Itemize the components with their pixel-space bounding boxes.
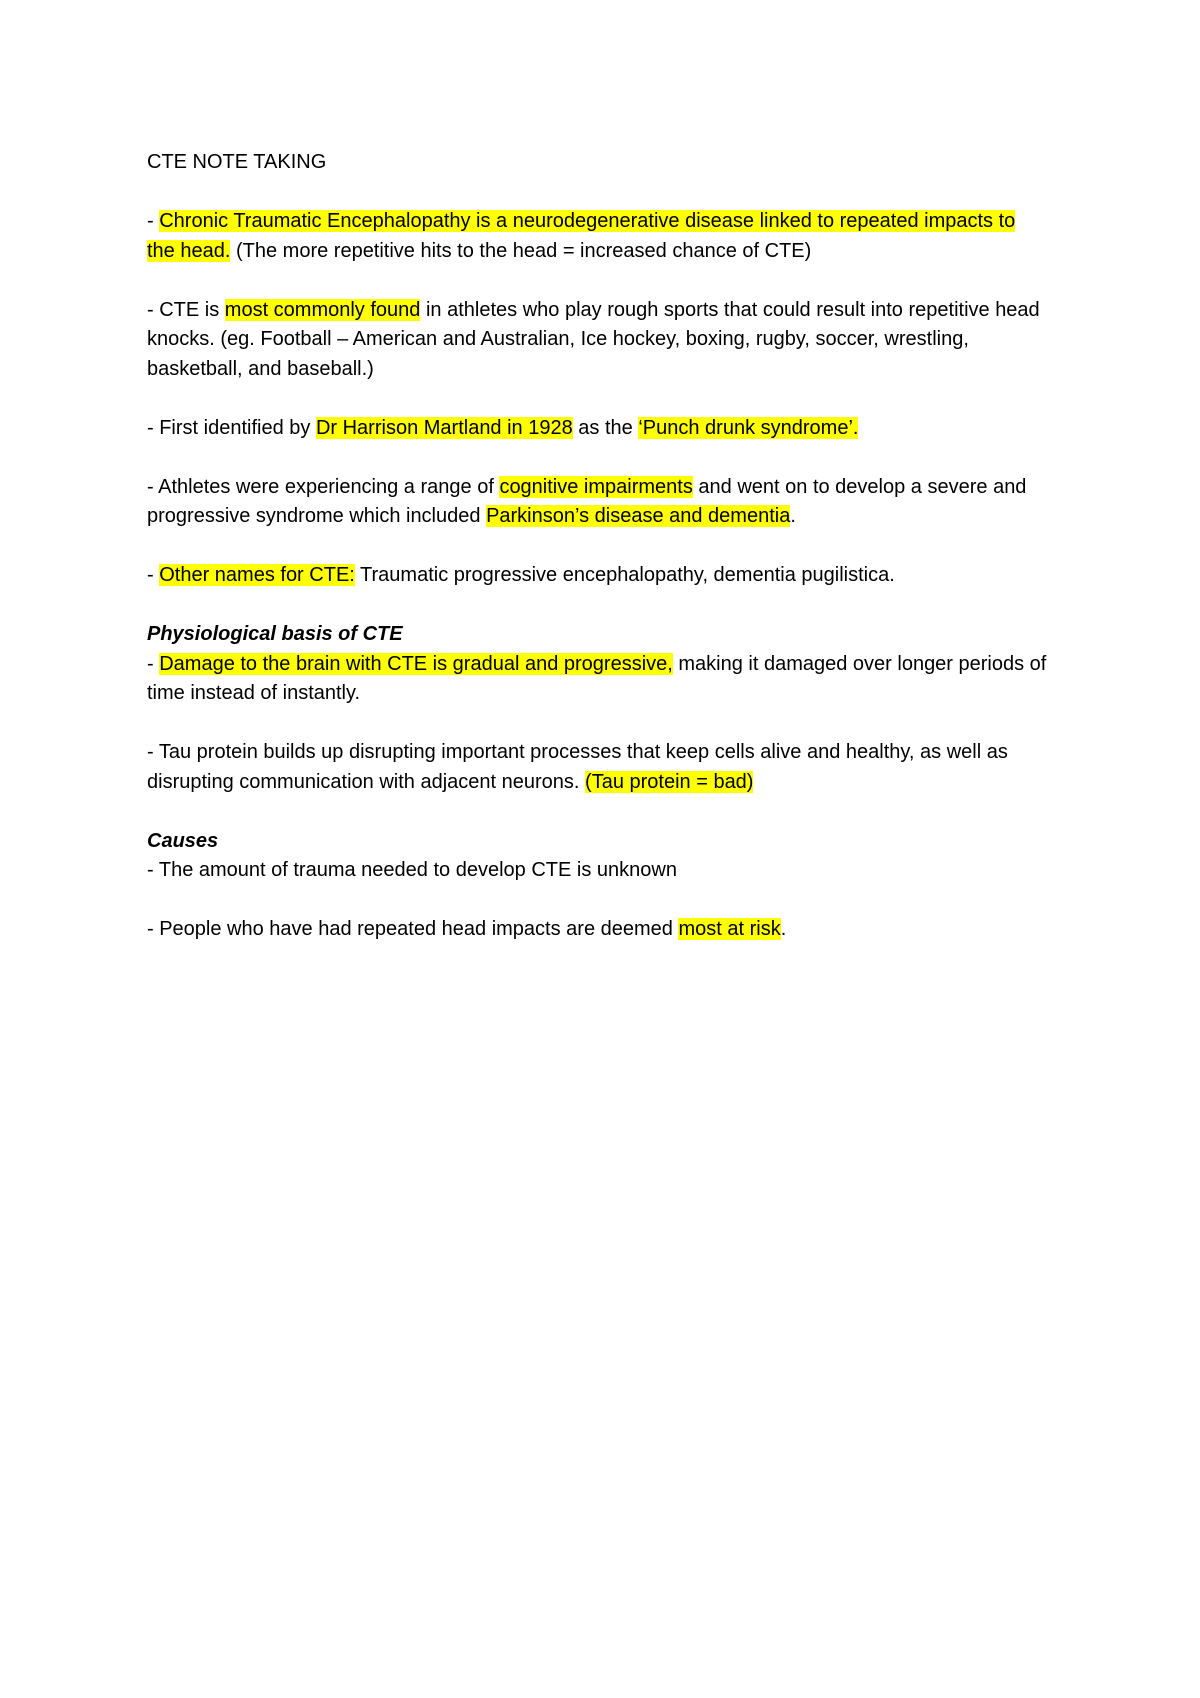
paragraph-damage <box>147 650 1047 709</box>
highlighted-text: Parkinson’s disease and dementia <box>486 505 791 527</box>
paragraph-text: (The more repetitive hits to the head = increased chance of CTE) <box>230 239 812 262</box>
highlighted-text: ‘Punch drunk syndrome’. <box>638 416 859 439</box>
paragraph-text: in athletes who play rough sports that could result into repetitive head knocks. (eg. Football – American and Australian, Ice hockey, boxing, rugby, soccer, wrestling, basketball, and baseball.) <box>147 298 1040 380</box>
document-body <box>147 148 1047 974</box>
paragraph-text: as the <box>572 416 639 439</box>
highlighted-text: Chronic Traumatic Encephalopathy is a neurodegenerative disease linked to repeated impacts to the head. <box>147 210 1016 262</box>
highlighted-text: most commonly found <box>224 298 421 321</box>
paragraph-impairments <box>147 473 1047 532</box>
paragraph-text: - People who have had repeated head impacts are deemed <box>147 918 679 940</box>
bullet-prefix: - <box>147 210 160 232</box>
highlighted-text: cognitive impairments <box>499 475 693 498</box>
section-heading-causes: Causes <box>147 829 219 852</box>
paragraph-first-identified <box>147 414 1047 444</box>
highlighted-text: (Tau protein = bad) <box>585 770 754 793</box>
paragraph-text: - Tau protein builds up disrupting important processes that keep cells alive and healthy, as well as disrupting communication with adjacent neurons. <box>147 741 1008 793</box>
bullet-prefix: - Athletes were experiencing a range of <box>147 475 500 498</box>
bullet-prefix: - CTE is <box>147 298 225 321</box>
bullet-prefix: - <box>147 564 160 586</box>
paragraph-most-at-risk <box>147 915 1047 945</box>
page-title: CTE NOTE TAKING <box>147 151 327 173</box>
highlighted-text: Damage to the brain with CTE is gradual and progressive, <box>159 652 673 675</box>
paragraph-text: making it damaged over longer periods of time instead of instantly. <box>147 652 1047 704</box>
highlighted-text: Dr Harrison Martland in 1928 <box>315 416 573 439</box>
paragraph-definition <box>147 207 1047 266</box>
paragraph-text: and went on to develop a severe and progressive syndrome which included <box>147 475 1027 527</box>
paragraph-other-names <box>147 561 1047 591</box>
bullet-prefix: - <box>147 652 160 675</box>
bullet-prefix: - First identified by <box>147 416 316 439</box>
section-heading-physiological: Physiological basis of CTE <box>147 623 403 645</box>
highlighted-text: Other names for CTE: <box>159 564 355 586</box>
paragraph-tau-protein <box>147 738 1047 797</box>
paragraph-text: . <box>790 505 796 527</box>
paragraph-text: . <box>780 918 787 940</box>
paragraph-text: Traumatic progressive encephalopathy, dementia pugilistica. <box>354 564 895 586</box>
paragraph-athletes <box>147 296 1047 385</box>
highlighted-text: most at risk <box>678 918 781 940</box>
paragraph-trauma-unknown: - The amount of trauma needed to develop CTE is unknown <box>147 859 677 881</box>
